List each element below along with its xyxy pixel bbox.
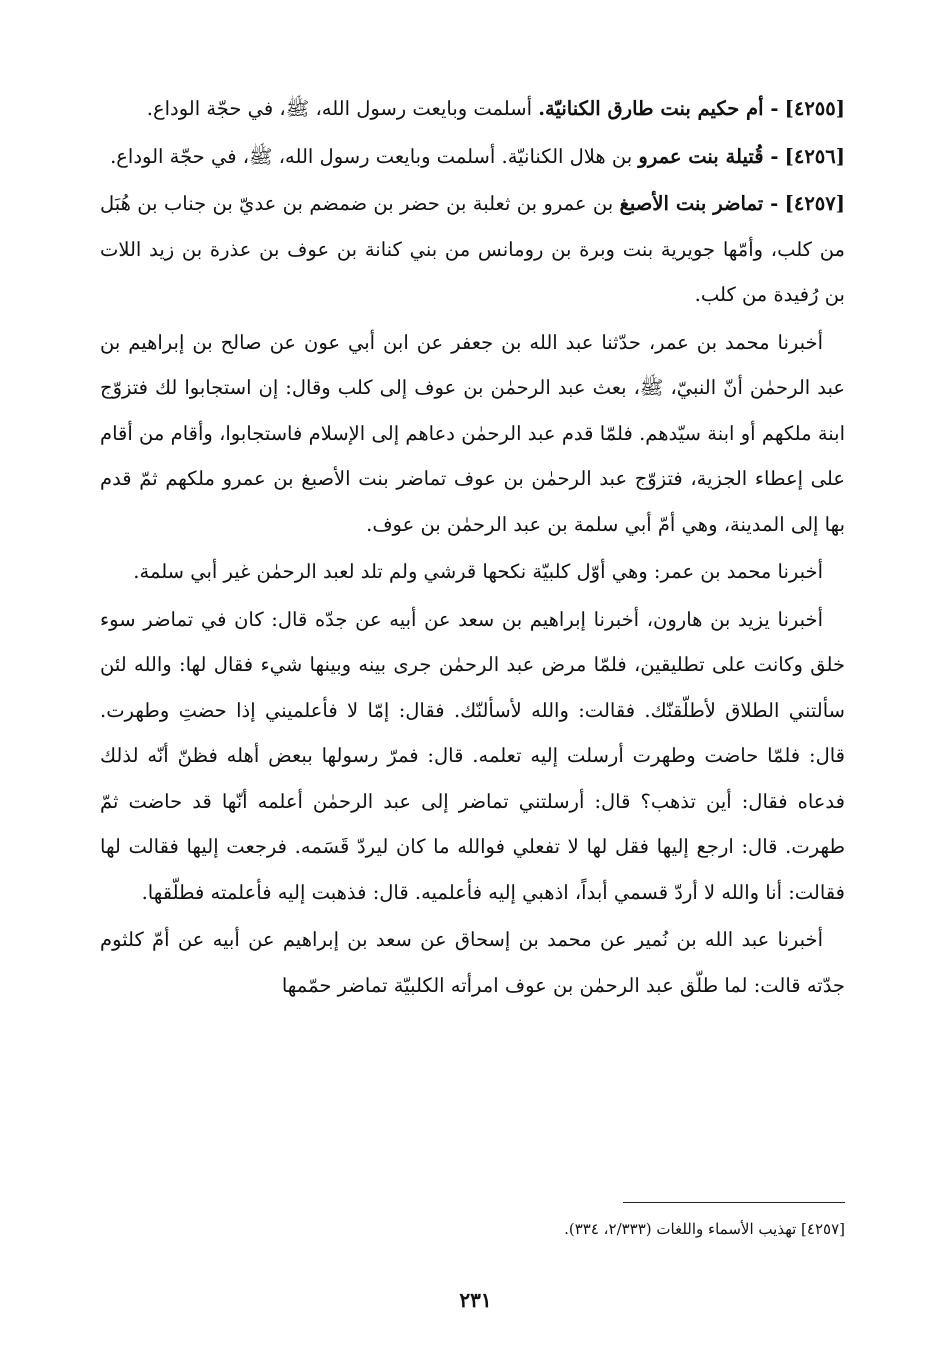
footnote-divider xyxy=(623,1202,845,1203)
report-paragraph: أخبرنا محمد بن عمر، حدّثنا عبد الله بن جعفر عن ابن أبي عون عن صالح بن إبراهيم بن عبد الرحمٰن أنّ النبيّ، ﷺ، بعث عبد الرحمٰن بن عوف إلى كلب وقال: إن استجابوا لك فتزوّج ابنة ملكهم أو ابنة سيّدهم. فلمّا قدم عبد الرحمٰن دعاهم إلى الإسلام فاستجابوا، وأقام من أقام على إعطاء الجزية، فتزوّج عبد الرحمٰن بن عوف تماضر بنت الأصبغ بن عمرو ملكهم ثمّ قدم بها إلى المدينة، وهي أمّ أبي سلمة بن عبد الرحمٰن بن عوف. xyxy=(100,330,845,536)
report-paragraph: أخبرنا عبد الله بن نُمير عن محمد بن إسحاق عن سعد بن إبراهيم عن أبيه عن أمّ كلثوم جدّته قالت: لما طلّق عبد الرحمٰن بن عوف امرأته الكلبيّة تماضر حمّمها xyxy=(100,928,845,997)
footnote: [٤٢٥٧] تهذيب الأسماء واللغات (٢/٣٣٣، ٣٣٤). xyxy=(564,1220,845,1238)
entry-name: - تماضر بنت الأصبغ xyxy=(619,192,779,215)
entry-4257 xyxy=(100,181,845,318)
entry-name: - قُتيلة بنت عمرو xyxy=(638,144,779,168)
main-text xyxy=(100,86,845,1010)
entry-text: بن عمرو بن ثعلبة بن حضر بن ضمضم بن عديّ بن جناب بن هُبَل من كلب، وأمّها جويرية بنت وبرة بن رومانس من بني كنانة بن عوف بن عذرة بن زيد اللات بن رُفيدة من كلب. xyxy=(100,192,845,306)
entry-4255 xyxy=(100,86,845,132)
report-paragraph: أخبرنا محمد بن عمر: وهي أوّل كلبيّة نكحها قرشي ولم تلد لعبد الرحمٰن غير أبي سلمة. xyxy=(133,560,823,583)
entry-4256 xyxy=(100,134,845,180)
entry-number: [٤٢٥٦] xyxy=(784,144,845,168)
report-paragraph: أخبرنا يزيد بن هارون، أخبرنا إبراهيم بن سعد عن أبيه عن جدّه قال: كان في تماضر سوء خلق وكانت على تطليقين، فلمّا مرض عبد الرحمٰن جرى بينه وبينها شيء فقال لها: والله لئن سألتني الطلاق لأطلّقنّك. فقالت: والله لأسألنّك. فقال: إمّا لا فأعلميني إذا حضتِ وطهرت. قال: فلمّا حاضت وطهرت أرسلت إليه تعلمه. قال: فمرّ رسولها ببعض أهله فظنّ أنّه لذلك فدعاه فقال: أين تذهب؟ قال: أرسلتني تماضر إلى عبد الرحمٰن أعلمه أنّها قد حاضت ثمّ طهرت. قال: ارجع إليها فقل لها لا تفعلي فوالله ما كان ليردّ قَسَمه. فرجعت إليها فقالت لها فقالت: أنا والله لا أردّ قسمي أبداً، اذهبي إليه فأعلميه. قال: فذهبت إليه فأعلمته فطلّقها. xyxy=(100,607,845,904)
entry-text: أسلمت وبايعت رسول الله، ﷺ، في حجّة الوداع. xyxy=(146,97,533,120)
entry-name: - أم حكيم بنت طارق الكنانيّة. xyxy=(538,97,779,120)
entry-text: بن هلال الكنانيّة. أسلمت وبايعت رسول الله، ﷺ، في حجّة الوداع. xyxy=(110,144,633,168)
entry-number: [٤٢٥٥] xyxy=(784,97,845,120)
page-number: ٢٣١ xyxy=(459,1288,492,1312)
entry-number: [٤٢٥٧] xyxy=(784,192,845,215)
